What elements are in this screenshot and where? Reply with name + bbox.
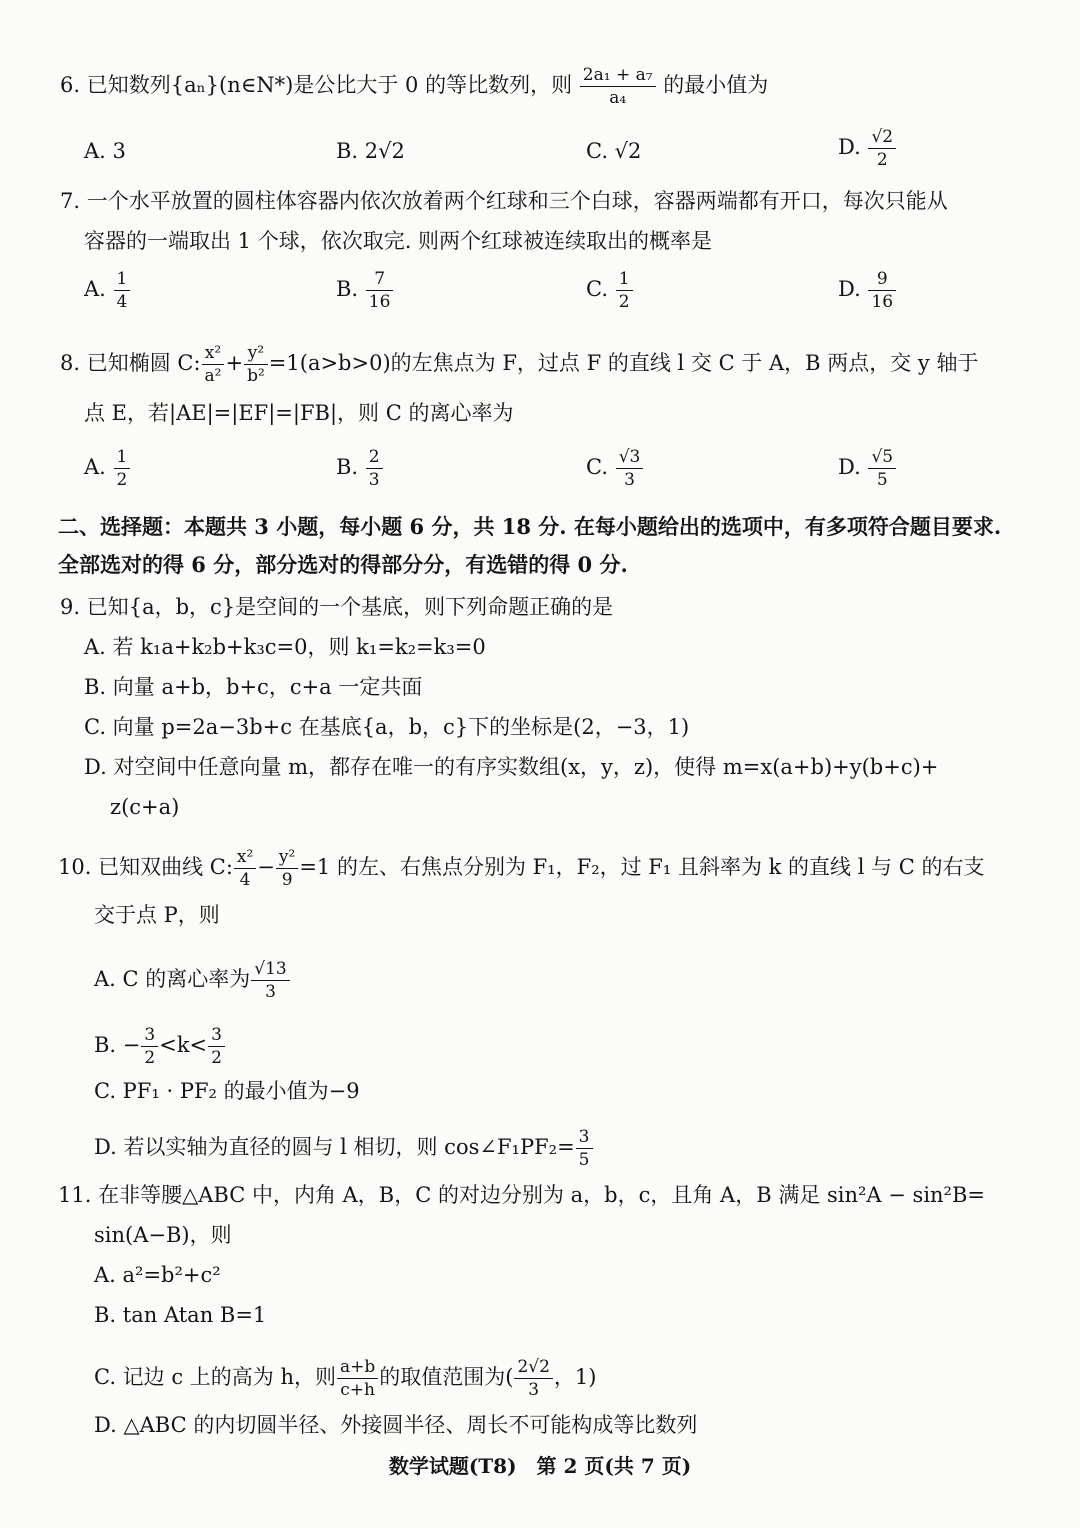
q10-option-a xyxy=(94,958,291,1003)
q11-option-c-frac2 xyxy=(514,1356,552,1401)
q8-option-b-fraction xyxy=(366,446,383,491)
q6-frac-den: a₄ xyxy=(609,88,627,108)
q6-option-b: B. 2√2 xyxy=(336,139,405,163)
q10-frac-y-num: y² xyxy=(276,846,298,869)
q10-stem-text: 10. 已知双曲线 C: xyxy=(58,855,233,879)
q8-option-b xyxy=(336,446,384,491)
q10-stem-line1 xyxy=(58,846,985,891)
q7-option-d xyxy=(838,268,897,313)
q6-frac-num: 2a₁ + a₇ xyxy=(580,64,656,87)
q8-option-d-den: 5 xyxy=(876,470,888,490)
q8-frac-x xyxy=(202,342,225,387)
q10-option-b-den1: 2 xyxy=(144,1048,156,1068)
q10-option-b-pre: B. − xyxy=(94,1033,141,1057)
q10-stem-tail: =1 的左、右焦点分别为 F₁，F₂，过 F₁ 且斜率为 k 的直线 l 与 C 的右支 xyxy=(299,855,985,879)
q10-frac-x-num: x² xyxy=(234,846,256,869)
q10-frac-x xyxy=(234,846,256,891)
q10-option-d-fraction xyxy=(576,1126,593,1171)
q7-option-a xyxy=(84,268,131,313)
q6-option-d xyxy=(838,126,897,171)
q8-option-c-den: 3 xyxy=(624,470,635,490)
q9-option-a: A. 若 k₁a+k₂b+k₃c=0，则 k₁=k₂=k₃=0 xyxy=(84,635,486,659)
q10-frac-x-den: 4 xyxy=(239,870,251,890)
q10-option-b-num1: 3 xyxy=(141,1024,158,1047)
q8-option-d xyxy=(838,446,897,491)
q10-option-b-num2: 3 xyxy=(208,1024,225,1047)
q10-option-b-frac1 xyxy=(141,1024,158,1069)
q7-option-d-label: D. xyxy=(838,277,861,301)
q6-option-d-den: 2 xyxy=(876,150,888,170)
q11-option-c-num1: a+b xyxy=(337,1356,378,1379)
q7-option-c xyxy=(586,268,634,313)
q10-frac-y xyxy=(276,846,298,891)
q11-option-b: B. tan Atan B=1 xyxy=(94,1303,267,1327)
q10-option-b xyxy=(94,1024,226,1069)
q8-option-d-num: √5 xyxy=(868,446,896,469)
q6-fraction xyxy=(580,64,656,109)
q8-frac-y xyxy=(244,342,268,387)
q11-option-c-mid: 的取值范围为( xyxy=(379,1365,514,1389)
q10-option-d-den: 5 xyxy=(578,1150,590,1170)
q8-frac-x-den: a² xyxy=(204,366,222,386)
q10-option-d xyxy=(94,1126,594,1171)
q11-option-c-den1: c+h xyxy=(340,1380,375,1400)
q8-option-c-num: √3 xyxy=(616,446,644,469)
q7-option-c-fraction xyxy=(616,268,633,313)
q9-option-d-line2: z(c+a) xyxy=(110,795,180,819)
q9-option-c: C. 向量 p=2a−3b+c 在基底{a，b，c}下的坐标是(2，−3，1) xyxy=(84,715,690,739)
q7-option-c-den: 2 xyxy=(618,292,630,312)
q6-stem-tail: 的最小值为 xyxy=(663,73,769,97)
q8-option-a-den: 2 xyxy=(116,470,128,490)
q10-option-c: C. PF₁ · PF₂ 的最小值为−9 xyxy=(94,1079,360,1103)
q8-frac-y-num: y² xyxy=(244,342,268,365)
q8-stem-tail: =1(a>b>0)的左焦点为 F，过点 F 的直线 l 交 C 于 A，B 两点，交 y 轴于 xyxy=(268,351,979,375)
q8-stem-text: 8. 已知椭圆 C: xyxy=(60,351,201,375)
q7-option-d-fraction xyxy=(868,268,896,313)
q11-option-c-pre: C. 记边 c 上的高为 h，则 xyxy=(94,1365,336,1389)
q10-option-b-den2: 2 xyxy=(211,1048,222,1068)
q10-minus: − xyxy=(257,855,275,879)
section2-heading-line1: 二、选择题：本题共 3 小题，每小题 6 分，共 18 分. 在每小题给出的选项中，有多项符合题目要求. xyxy=(58,514,1002,539)
q11-option-c-post: ，1) xyxy=(553,1365,597,1389)
q8-stem-line2: 点 E，若|AE|=|EF|=|FB|，则 C 的离心率为 xyxy=(84,401,514,425)
q8-option-b-num: 2 xyxy=(366,446,383,469)
q6-option-d-label: D. xyxy=(838,135,861,159)
q8-option-d-fraction xyxy=(868,446,896,491)
q8-option-c-label: C. xyxy=(586,455,608,479)
q7-stem-line2: 容器的一端取出 1 个球，依次取完. 则两个红球被连续取出的概率是 xyxy=(84,229,713,253)
q8-option-a-fraction xyxy=(114,446,131,491)
q9-option-b: B. 向量 a+b，b+c，c+a 一定共面 xyxy=(84,675,423,699)
q10-option-b-mid: <k< xyxy=(159,1033,208,1057)
q8-option-a-num: 1 xyxy=(114,446,131,469)
q7-option-c-label: C. xyxy=(586,277,608,301)
q8-option-c xyxy=(586,446,644,491)
q8-stem-line1 xyxy=(60,342,978,387)
q11-stem-line1: 11. 在非等腰△ABC 中，内角 A，B，C 的对边分别为 a，b，c，且角 A，B 满足 sin²A − sin²B= xyxy=(58,1183,986,1207)
q11-stem-line2: sin(A−B)，则 xyxy=(94,1223,232,1247)
q6-option-d-num: √2 xyxy=(868,126,896,149)
q9-option-d-line1: D. 对空间中任意向量 m，都存在唯一的有序实数组(x，y，z)，使得 m=x(a+b)+y(b+c)+ xyxy=(84,755,939,779)
q6-stem-text: 6. 已知数列{aₙ}(n∈N*)是公比大于 0 的等比数列，则 xyxy=(60,73,573,97)
q8-plus: + xyxy=(225,351,244,375)
q10-frac-y-den: 9 xyxy=(281,870,293,890)
q7-option-b-num: 7 xyxy=(366,268,394,291)
q7-option-d-den: 16 xyxy=(871,292,894,312)
q6-stem xyxy=(60,64,768,109)
q10-stem-line2: 交于点 P，则 xyxy=(94,903,220,927)
q8-option-b-label: B. xyxy=(336,455,359,479)
q6-option-d-fraction xyxy=(868,126,896,171)
q8-option-c-fraction xyxy=(616,446,644,491)
q11-option-c xyxy=(94,1356,596,1401)
q8-frac-x-num: x² xyxy=(202,342,225,365)
q7-option-b-label: B. xyxy=(336,277,359,301)
q11-option-a: A. a²=b²+c² xyxy=(94,1263,221,1287)
q7-option-b-fraction xyxy=(366,268,394,313)
q9-stem: 9. 已知{a，b，c}是空间的一个基底，则下列命题正确的是 xyxy=(60,595,614,619)
q7-option-a-fraction xyxy=(114,268,131,313)
q10-option-d-num: 3 xyxy=(576,1126,593,1149)
q11-option-c-num2: 2√2 xyxy=(514,1356,552,1379)
q11-option-c-frac1 xyxy=(337,1356,378,1401)
q7-stem-line1: 7. 一个水平放置的圆柱体容器内依次放着两个红球和三个白球，容器两端都有开口，每次只能从 xyxy=(60,189,948,213)
q10-option-a-den: 3 xyxy=(265,982,276,1002)
q8-option-a-label: A. xyxy=(84,455,106,479)
q7-option-d-num: 9 xyxy=(868,268,896,291)
q11-option-d: D. △ABC 的内切圆半径、外接圆半径、周长不可能构成等比数列 xyxy=(94,1413,698,1437)
q10-option-a-num: √13 xyxy=(251,958,289,981)
q10-option-b-frac2 xyxy=(208,1024,225,1069)
q7-option-a-label: A. xyxy=(84,277,106,301)
q7-option-a-num: 1 xyxy=(114,268,131,291)
q6-option-a: A. 3 xyxy=(84,139,126,163)
q7-option-b xyxy=(336,268,394,313)
q7-option-b-den: 16 xyxy=(368,292,391,312)
q6-option-c: C. √2 xyxy=(586,139,642,163)
q8-frac-y-den: b² xyxy=(247,366,265,386)
q7-option-c-num: 1 xyxy=(616,268,633,291)
q10-option-d-text: D. 若以实轴为直径的圆与 l 相切，则 cos∠F₁PF₂= xyxy=(94,1135,575,1159)
page-footer: 数学试题(T8) 第 2 页(共 7 页) xyxy=(388,1454,692,1478)
q7-option-a-den: 4 xyxy=(116,292,128,312)
section2-heading-line2: 全部选对的得 6 分，部分选对的得部分分，有选错的得 0 分. xyxy=(58,552,628,577)
q8-option-b-den: 3 xyxy=(368,470,380,490)
q10-option-a-text: A. C 的离心率为 xyxy=(94,967,251,991)
q8-option-d-label: D. xyxy=(838,455,861,479)
q10-option-a-fraction xyxy=(251,958,289,1003)
q8-option-a xyxy=(84,446,131,491)
q11-option-c-den2: 3 xyxy=(528,1380,540,1400)
